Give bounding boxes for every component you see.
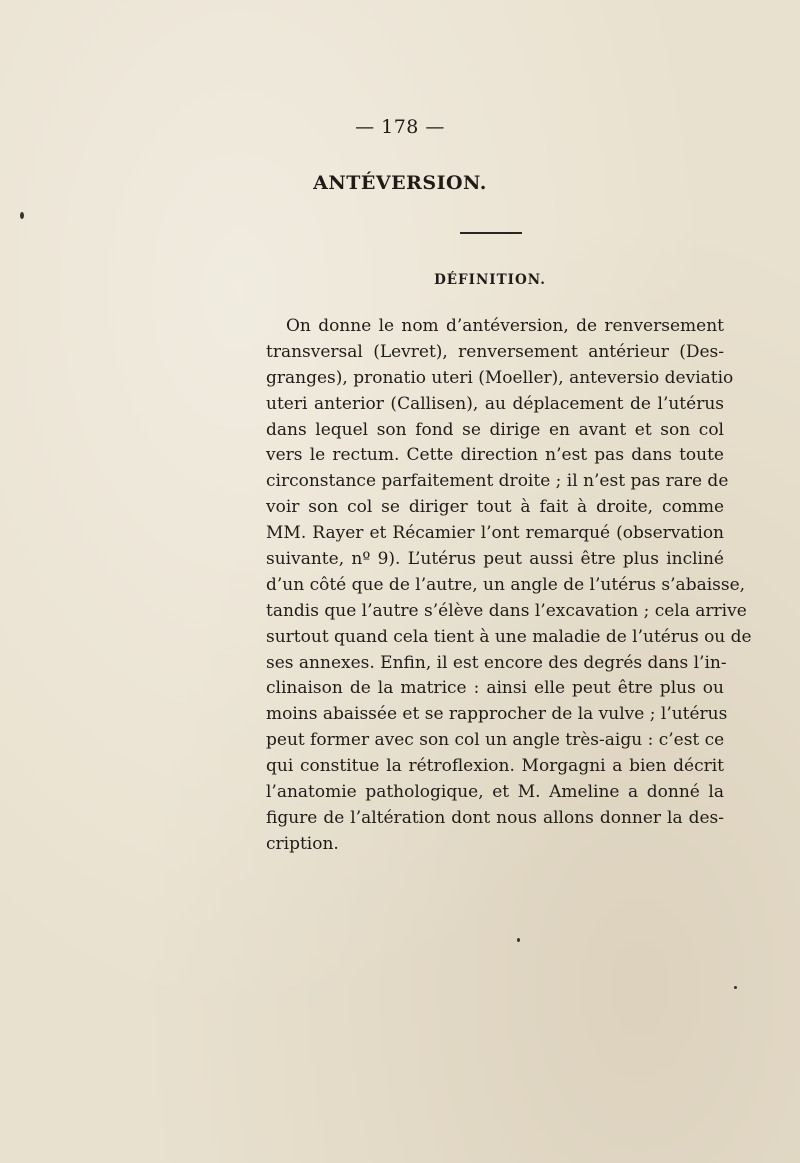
text-line: qui constitue la rétroflexion. Morgagni a bien décrit (266, 756, 724, 777)
paper-speck (517, 938, 520, 942)
chapter-title: ANTÉVERSION. (313, 172, 487, 194)
text-line: suivante, nº 9). L’utérus peut aussi être plus incliné (266, 549, 724, 570)
title-divider (460, 232, 522, 234)
text-line: l’anatomie pathologique, et M. Ameline a donné la (266, 782, 724, 803)
text-line: MM. Rayer et Récamier l’ont remarqué (observation (266, 523, 724, 544)
text-line: cription. (266, 833, 339, 854)
text-line: d’un côté que de l’autre, un angle de l’utérus s’abaisse, (266, 574, 746, 595)
text-line: vers le rectum. Cette direction n’est pas dans toute (266, 445, 724, 466)
text-line: figure de l’altération dont nous allons donner la des- (266, 807, 724, 828)
section-heading-wrap (0, 272, 800, 288)
text-line: clinaison de la matrice : ainsi elle peut être plus ou (266, 678, 724, 699)
text-line: granges), pronatio uteri (Moeller), anteversio deviatio (266, 367, 734, 388)
body-paragraph (266, 314, 752, 858)
text-line: tandis que l’autre s’élève dans l’excavation ; cela arrive (266, 600, 747, 621)
paper-speck (734, 986, 737, 989)
text-line: dans lequel son fond se dirige en avant et son col (266, 419, 724, 440)
text-line: surtout quand cela tient à une maladie de l’utérus ou de (266, 626, 752, 647)
text-line: transversal (Levret), renversement antérieur (Des- (266, 341, 724, 362)
text-line: On donne le nom d’antéversion, de renversement (286, 316, 724, 336)
section-heading: DÉFINITION. (434, 272, 546, 288)
text-line: moins abaissée et se rapprocher de la vulve ; l’utérus (266, 704, 728, 725)
text-line: peut former avec son col un angle très-aigu : c’est ce (266, 730, 725, 751)
text-line: circonstance parfaitement droite ; il n’est pas rare de (266, 471, 729, 492)
page-number: — 178 — (355, 116, 445, 138)
paper-speck (20, 212, 24, 219)
text-line: uteri anterior (Callisen), au déplacement de l’utérus (266, 393, 724, 414)
text-line: voir son col se diriger tout à fait à droite, comme (266, 497, 724, 518)
text-line: ses annexes. Enfin, il est encore des degrés dans l’in- (266, 652, 727, 673)
